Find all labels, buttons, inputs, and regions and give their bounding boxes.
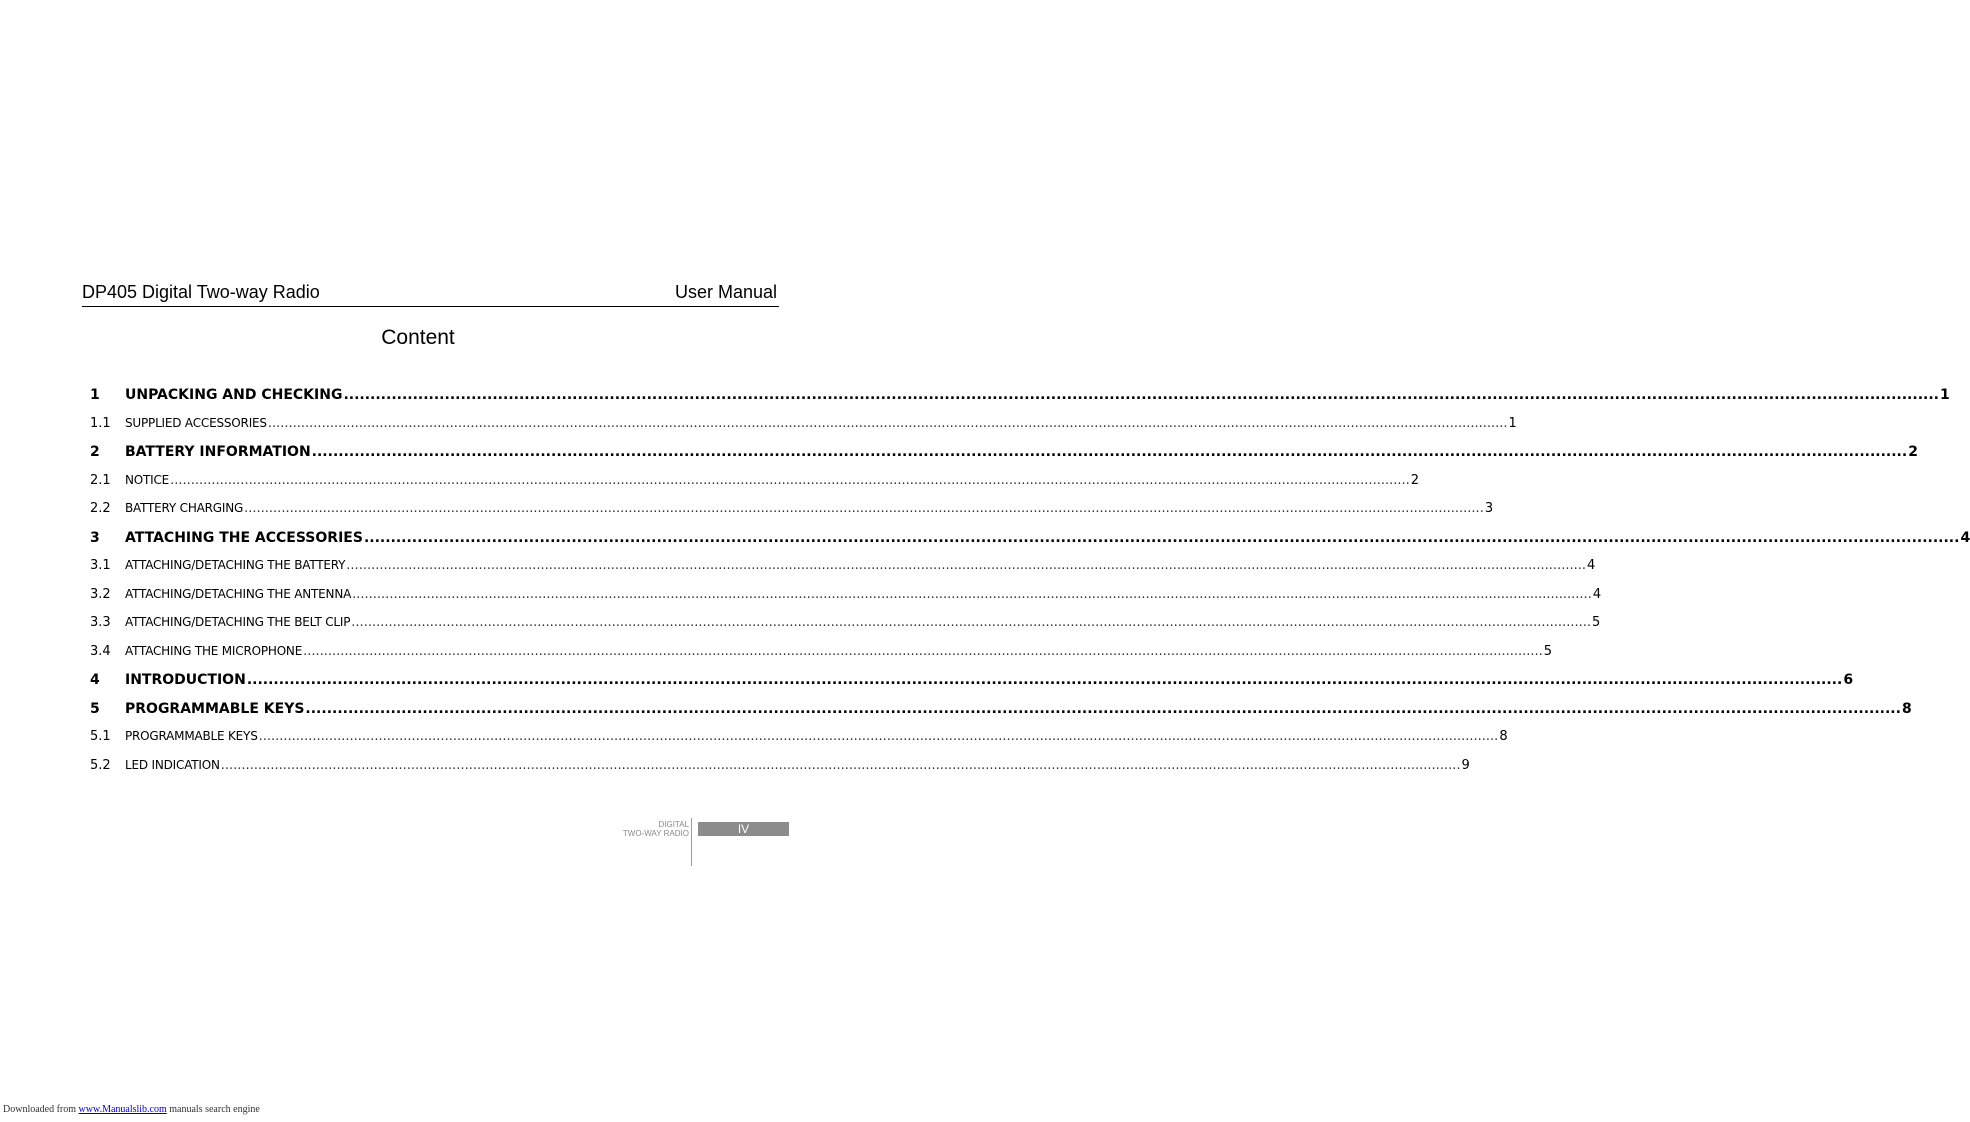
toc-leader-dots: ............................................................................................................................................................................................................................................................................................................ [346,558,1586,573]
toc-entry-label: SUPPLIED ACCESSORIES [125,415,267,430]
toc-entry-number: 3.4 [90,643,111,659]
toc-entry-page: 1 [1939,387,1950,403]
toc-entry-page: 4 [1592,586,1602,602]
toc-leader-dots: ............................................................................................................................................................................................................................................................................................................ [220,757,1461,773]
toc-entry-page: 4 [1587,558,1596,573]
toc-leader-dots: ............................................................................................................................................................................................................................................................................................................ [343,387,1939,403]
toc-entry-label: BATTERY INFORMATION [125,444,311,460]
toc-entry-label: ATTACHING THE MICROPHONE [125,643,303,658]
footer-brand-line1: DIGITAL [658,820,689,829]
toc-entry-page: 2 [1410,472,1420,488]
footer-brand [600,820,689,838]
toc-entry[interactable] [90,444,1918,468]
toc-entry[interactable] [90,472,1420,497]
toc-entry-label: ATTACHING/DETACHING THE ANTENNA [125,586,352,601]
toc-entry[interactable] [90,729,1508,753]
footer-divider [691,818,692,866]
toc-entry-page: 6 [1843,672,1854,688]
toc-entry-number: 5.2 [90,757,111,773]
document-title: DP405 Digital Two-way Radio [82,282,320,302]
toc-entry[interactable] [90,672,1854,696]
toc-entry-page: 5 [1543,643,1553,659]
toc-entry-number: 2 [90,444,100,460]
toc-entry-label: BATTERY CHARGING [125,501,244,515]
toc-leader-dots: ............................................................................................................................................................................................................................................................................................................ [246,672,1843,688]
toc-entry-page: 8 [1499,729,1508,744]
toc-entry[interactable] [90,387,1950,411]
toc-leader-dots: ............................................................................................................................................................................................................................................................................................................ [305,700,1901,717]
page-number: IV [698,822,789,836]
toc-entry-number: 5.1 [90,729,111,744]
toc-entry-number: 2.1 [90,472,111,488]
page-title: Content [381,326,455,349]
toc-entry-number: 3.1 [90,558,111,573]
toc-entry-number: 1.1 [90,415,111,431]
toc-entry[interactable] [90,415,1517,440]
download-prefix: Downloaded from [3,1104,79,1115]
toc-leader-dots: ............................................................................................................................................................................................................................................................................................................ [244,501,1484,516]
toc-leader-dots: ............................................................................................................................................................................................................................................................................................................ [351,615,1591,630]
toc-entry-page: 5 [1592,615,1601,630]
toc-entry[interactable] [90,529,1970,554]
toc-entry-page: 2 [1908,444,1918,460]
header-divider [82,306,779,307]
toc-entry-page: 3 [1484,501,1494,516]
toc-entry[interactable] [90,615,1601,639]
toc-entry-number: 4 [90,672,100,688]
toc-entry-label: ATTACHING/DETACHING THE BATTERY [125,558,346,572]
toc-leader-dots: ............................................................................................................................................................................................................................................................................................................ [363,529,1960,546]
toc-entry-page: 8 [1901,700,1912,717]
toc-entry[interactable] [90,558,1596,582]
toc-entry-label: INTRODUCTION [125,672,246,688]
toc-entry[interactable] [90,643,1553,668]
toc-leader-dots: ............................................................................................................................................................................................................................................................................................................ [303,643,1543,659]
toc-leader-dots: ............................................................................................................................................................................................................................................................................................................ [258,729,1499,744]
document-type: User Manual [674,282,777,302]
toc-entry-number: 3.3 [90,615,111,630]
toc-entry-label: NOTICE [125,472,170,487]
toc-entry-label: PROGRAMMABLE KEYS [125,729,258,743]
toc-entry-label: PROGRAMMABLE KEYS [125,700,305,717]
toc-entry-label: LED INDICATION [125,757,220,772]
toc-entry-page: 4 [1960,529,1970,546]
toc-leader-dots: ............................................................................................................................................................................................................................................................................................................ [311,444,1908,460]
toc-entry-number: 5 [90,700,100,717]
toc-leader-dots: ............................................................................................................................................................................................................................................................................................................ [352,586,1592,602]
toc-leader-dots: ............................................................................................................................................................................................................................................................................................................ [170,472,1410,488]
download-suffix: manuals search engine [166,1104,260,1115]
download-note [3,1104,260,1115]
toc-entry-label: UNPACKING AND CHECKING [125,387,343,403]
toc-entry-number: 3.2 [90,586,111,602]
footer-brand-line2: TWO-WAY RADIO [622,829,689,838]
toc-entry-page: 9 [1461,757,1470,773]
toc-entry[interactable] [90,757,1470,782]
toc-entry-number: 2.2 [90,501,111,516]
toc-entry-number: 1 [90,387,100,403]
toc-entry[interactable] [90,501,1494,525]
toc-entry-label: ATTACHING THE ACCESSORIES [125,529,363,546]
toc-entry-number: 3 [90,529,100,546]
toc-entry[interactable] [90,586,1602,611]
toc-entry-page: 1 [1508,415,1517,431]
toc-entry-label: ATTACHING/DETACHING THE BELT CLIP [125,615,351,629]
toc-entry[interactable] [90,700,1912,725]
toc-leader-dots: ............................................................................................................................................................................................................................................................................................................ [267,415,1508,431]
manualslib-link[interactable]: www.Manualslib.com [78,1104,167,1115]
